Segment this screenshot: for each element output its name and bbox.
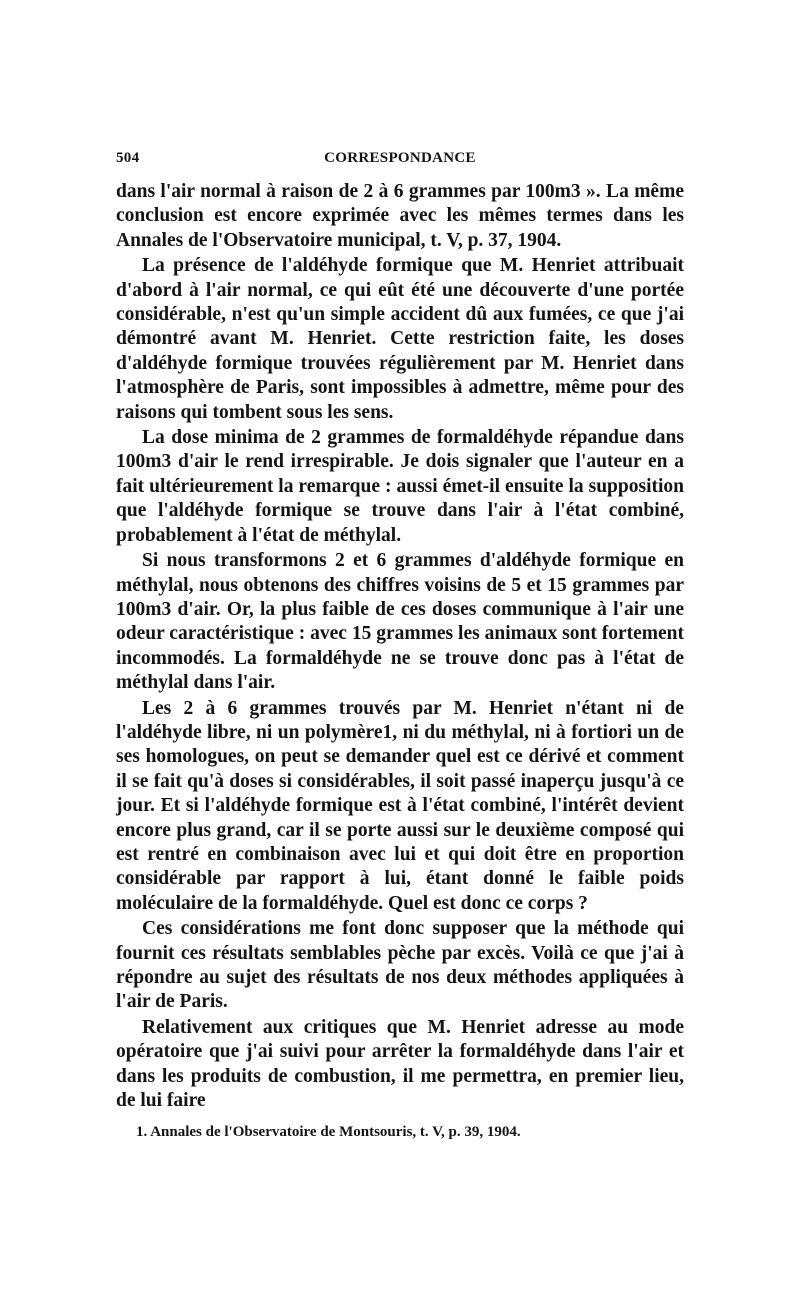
paragraph: Les 2 à 6 grammes trouvés par M. Henriet n'étant ni de l'aldéhyde libre, ni un polymère1, ni du méthylal, ni à fortiori un de ses homologues, on peut se demander quel est ce dérivé et comment il se fait qu'à doses si considérables, il soit passé inaperçu jusqu'à ce jour. Et si l'aldéhyde formique est à l'état combiné, l'intérêt devient encore plus grand, car il se porte aussi sur le deuxième composé qui est rentré en combinaison avec lui et qui doit être en proportion considérable par rapport à lui, étant donné le faible poids moléculaire de la formaldéhyde. Quel est donc ce corps ? bbox=[116, 697, 684, 914]
paragraph: Si nous transformons 2 et 6 grammes d'aldéhyde formique en méthylal, nous obtenons des chiffres voisins de 5 et 15 grammes par 100m3 d'air. Or, la plus faible de ces doses communique à l'air une odeur caractéristique : avec 15 grammes les animaux sont fortement incommodés. La formaldéhyde ne se trouve donc pas à l'état de méthylal dans l'air. bbox=[116, 550, 684, 694]
body-text bbox=[116, 180, 684, 1114]
paragraph: La dose minima de 2 grammes de formaldéhyde répandue dans 100m3 d'air le rend irrespirable. Je dois signaler que l'auteur en a fait ultérieurement la remarque : aussi émet-il ensuite la supposition que l'aldéhyde formique se trouve dans l'air à l'état combiné, probablement à l'état de méthylal. bbox=[116, 427, 684, 546]
paragraph: Relativement aux critiques que M. Henriet adresse au mode opératoire que j'ai suivi pour arrêter la formaldéhyde dans l'air et dans les produits de combustion, il me permettra, en premier lieu, de lui faire bbox=[116, 1016, 684, 1112]
footnote-text: Annales de l'Observatoire de Montsouris, t. V, p. 39, 1904. bbox=[150, 1124, 521, 1140]
footnote bbox=[136, 1124, 684, 1141]
paragraph: dans l'air normal à raison de 2 à 6 grammes par 100m3 ». La même conclusion est encore exprimée avec les mêmes termes dans les Annales de l'Observatoire municipal, t. V, p. 37, 1904. bbox=[116, 181, 684, 251]
running-head: CORRESPONDANCE bbox=[324, 150, 476, 166]
paragraph: La présence de l'aldéhyde formique que M. Henriet attribuait d'abord à l'air normal, ce qui eût été une découverte d'une portée considérable, n'est qu'un simple accident dû aux fumées, ce que j'ai démontré avant M. Henriet. Cette restriction faite, les doses d'aldéhyde formique trouvées régulièrement par M. Henriet dans l'atmosphère de Paris, sont impossibles à admettre, même pour des raisons qui tombent sous les sens. bbox=[116, 255, 684, 423]
page-number: 504 bbox=[116, 150, 140, 166]
paragraph: Ces considérations me font donc supposer que la méthode qui fournit ces résultats semblables pèche par excès. Voilà ce que j'ai à répondre au sujet des résultats de nos deux méthodes appliquées à l'air de Paris. bbox=[116, 918, 684, 1013]
footnote-marker: 1. bbox=[136, 1124, 148, 1140]
page-header bbox=[116, 150, 684, 174]
